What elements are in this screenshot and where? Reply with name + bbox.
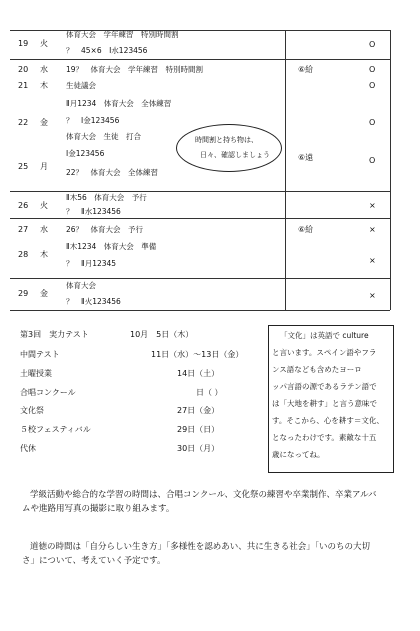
row-weekday: 木 <box>40 81 48 90</box>
reminder-text: 時間割と持ち物は、 <box>195 136 258 144</box>
row-event-line: Ⅱ木1234 体育大会 準備 <box>66 242 157 251</box>
row-event-line: 26？ 体育大会 予行 <box>66 225 144 234</box>
culture-note-line: 歳になってね。 <box>272 450 325 459</box>
row-mark: O <box>369 156 376 165</box>
row-event-line: 19？ 体育大会 学年練習 特別時間割 <box>66 65 204 74</box>
row-event-line: ？ Ⅰ金123456 <box>66 116 120 125</box>
row-event-line: ？ 45×6 Ⅰ水123456 <box>66 46 148 55</box>
row-date: 26 <box>18 201 29 210</box>
event-name: 代休 <box>20 444 36 453</box>
row-event-line: 22？ 体育大会 全体練習 <box>66 168 159 177</box>
event-date: 30日（月） <box>177 444 220 453</box>
row-date: 27 <box>18 225 29 234</box>
row-event-line: Ⅰ金123456 <box>66 149 105 158</box>
row-weekday: 水 <box>40 65 48 74</box>
event-date: 日（ ） <box>196 388 223 397</box>
row-separator <box>10 278 390 279</box>
event-date: 27日（金） <box>177 406 220 415</box>
event-date: 10月 5日（木） <box>130 330 194 339</box>
row-weekday: 火 <box>40 39 48 48</box>
activities-paragraph: 学級活動や総合的な学習の時間は、合唱コンクール、文化祭の練習や卒業制作、卒業アルバムや進路用写真の撮影に取り組みます。 <box>22 490 377 514</box>
row-event-line: ？ Ⅱ火123456 <box>66 297 121 306</box>
row-mark: × <box>369 256 376 265</box>
event-date: 14日（土） <box>177 369 220 378</box>
event-date: 11日（水）～13日（金） <box>151 350 244 359</box>
column-divider <box>285 30 286 310</box>
reminder-text: 日々、確認しましょう <box>200 151 270 159</box>
row-weekday: 金 <box>40 118 48 127</box>
culture-note-box <box>268 325 394 473</box>
row-event-line: 体育大会 学年練習 特別時間割 <box>66 30 179 39</box>
culture-note-line: と言います。スペイン語やフラ <box>272 348 377 357</box>
row-weekday: 月 <box>40 162 48 171</box>
row-event-line: Ⅱ木56 体育大会 予行 <box>66 193 147 202</box>
row-date: 20 <box>18 65 29 74</box>
row-separator <box>10 218 390 219</box>
event-name: ５校フェスティバル <box>20 425 91 434</box>
event-name: 合唱コンクール <box>20 388 76 397</box>
row-mark: × <box>369 291 376 300</box>
row-mark: O <box>369 81 376 90</box>
row-date: 21 <box>18 81 29 90</box>
row-date: 28 <box>18 250 29 259</box>
row-event-line: 体育大会 生徒 打合 <box>66 132 141 141</box>
row-mark: × <box>369 225 376 234</box>
row-separator <box>10 59 390 60</box>
row-separator <box>10 310 390 311</box>
table-right-border <box>390 30 391 310</box>
row-event-line: ？ Ⅱ水123456 <box>66 207 121 216</box>
row-weekday: 金 <box>40 289 48 298</box>
row-weekday: 水 <box>40 225 48 234</box>
row-weekday: 木 <box>40 250 48 259</box>
culture-note-line: となったわけです。素敵な十五 <box>272 433 377 442</box>
row-weekday: 火 <box>40 201 48 210</box>
culture-note-line: ッパ言語の源であるラテン語で <box>272 382 377 391</box>
row-event-line: 体育大会 <box>66 281 96 290</box>
reminder-bubble <box>176 124 282 172</box>
event-name: 土曜授業 <box>20 369 52 378</box>
culture-note-line: 「文化」は英語で culture <box>280 331 369 340</box>
row-event-line: 生徒議会 <box>66 81 96 90</box>
event-name: 第3回 実力テスト <box>20 330 89 339</box>
row-event-line: ？ Ⅱ月12345 <box>66 259 117 268</box>
moral-education-paragraph: 道徳の時間は「自分らしい生き方」「多様性を認めあい、共に生きる社会」「いのちの大切さ」について、考えていく予定です。 <box>22 542 371 566</box>
row-note: ⑥給 <box>298 225 314 234</box>
row-date: 19 <box>18 39 29 48</box>
row-note: ⑥遠 <box>298 153 314 162</box>
row-mark: × <box>369 201 376 210</box>
event-name: 中間テスト <box>20 350 60 359</box>
event-date: 29日（日） <box>177 425 220 434</box>
event-name: 文化祭 <box>20 406 44 415</box>
row-date: 22 <box>18 118 29 127</box>
row-mark: O <box>369 118 376 127</box>
row-mark: O <box>369 40 376 49</box>
row-separator <box>10 191 390 192</box>
row-mark: O <box>369 65 376 74</box>
row-date: 29 <box>18 289 29 298</box>
culture-note-line: す。そこから、心を耕す＝文化、 <box>272 416 384 425</box>
culture-note-line: は「大地を耕す」と言う意味で <box>272 399 377 408</box>
culture-note-line: ンス語なども含めたヨーロ <box>272 365 362 374</box>
row-date: 25 <box>18 162 29 171</box>
row-note: ⑥給 <box>298 65 314 74</box>
row-event-line: Ⅱ月1234 体育大会 全体練習 <box>66 99 172 108</box>
